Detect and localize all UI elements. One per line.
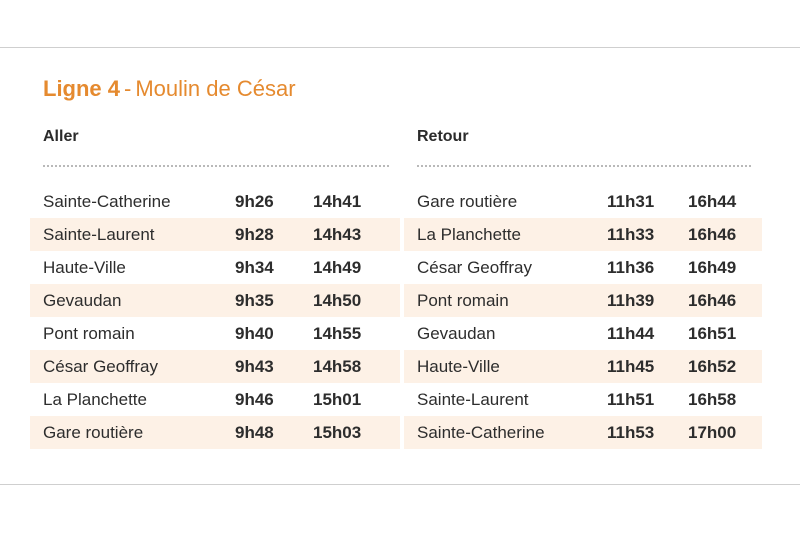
table-row — [30, 284, 400, 317]
departure-time-2: 14h49 — [313, 258, 362, 277]
stop-name: Haute-Ville — [417, 357, 500, 376]
stop-name: La Planchette — [43, 390, 147, 409]
table-row — [404, 383, 762, 416]
departure-time-2: 14h55 — [313, 324, 362, 343]
stop-name: Pont romain — [43, 324, 135, 343]
departure-time-1: 9h35 — [235, 291, 274, 310]
stop-name: Gevaudan — [417, 324, 496, 343]
departure-time-2: 15h03 — [313, 423, 362, 442]
retour-column — [404, 126, 762, 449]
departure-time-1: 9h40 — [235, 324, 274, 343]
aller-column — [30, 126, 400, 449]
departure-time-2: 14h41 — [313, 192, 362, 211]
stop-name: La Planchette — [417, 225, 521, 244]
retour-heading: Retour — [417, 128, 469, 145]
stop-name: César Geoffray — [43, 357, 158, 376]
table-row — [404, 317, 762, 350]
departure-time-2: 14h43 — [313, 225, 362, 244]
departure-time-1: 11h44 — [607, 324, 655, 343]
departure-time-2: 16h44 — [688, 192, 737, 211]
departure-time-1: 11h33 — [607, 225, 655, 244]
aller-rows — [30, 185, 400, 449]
departure-time-2: 16h52 — [688, 357, 737, 376]
stop-name: Gare routière — [417, 192, 518, 211]
table-row — [404, 416, 762, 449]
departure-time-1: 9h26 — [235, 192, 274, 211]
retour-divider — [417, 165, 751, 167]
stop-name: Haute-Ville — [43, 258, 126, 277]
departure-time-1: 11h36 — [607, 258, 655, 277]
departure-time-2: 14h58 — [313, 357, 362, 376]
table-row — [404, 350, 762, 383]
departure-time-2: 16h58 — [688, 390, 737, 409]
title-separator: - — [124, 76, 132, 101]
table-row — [404, 284, 762, 317]
departure-time-2: 16h51 — [688, 324, 737, 343]
departure-time-1: 9h34 — [235, 258, 274, 277]
departure-time-1: 11h39 — [607, 291, 655, 310]
stop-name: Sainte-Catherine — [43, 192, 171, 211]
table-row — [30, 350, 400, 383]
departure-time-1: 9h48 — [235, 423, 274, 442]
stop-name: Pont romain — [417, 291, 509, 310]
departure-time-1: 11h51 — [607, 390, 655, 409]
retour-rows — [404, 185, 762, 449]
departure-time-1: 9h43 — [235, 357, 274, 376]
departure-time-2: 17h00 — [688, 423, 737, 442]
aller-divider — [43, 165, 389, 167]
stop-name: César Geoffray — [417, 258, 532, 277]
departure-time-1: 11h31 — [607, 192, 655, 211]
table-row — [30, 383, 400, 416]
table-row — [404, 185, 762, 218]
departure-time-1: 9h28 — [235, 225, 274, 244]
departure-time-1: 11h45 — [607, 357, 655, 376]
stop-name: Gevaudan — [43, 291, 122, 310]
line-number: Ligne 4 — [43, 76, 121, 101]
departure-time-2: 16h46 — [688, 225, 737, 244]
aller-heading: Aller — [43, 128, 79, 145]
table-row — [404, 218, 762, 251]
stop-name: Sainte-Catherine — [417, 423, 545, 442]
departure-time-2: 14h50 — [313, 291, 362, 310]
departure-time-2: 16h49 — [688, 258, 737, 277]
stop-name: Sainte-Laurent — [417, 390, 529, 409]
departure-time-1: 11h53 — [607, 423, 655, 442]
departure-time-1: 9h46 — [235, 390, 274, 409]
stop-name: Gare routière — [43, 423, 144, 442]
departure-time-2: 15h01 — [313, 390, 362, 409]
page-title — [43, 76, 296, 102]
departure-time-2: 16h46 — [688, 291, 737, 310]
table-row — [404, 251, 762, 284]
table-row — [30, 416, 400, 449]
table-row — [30, 251, 400, 284]
stop-name: Sainte-Laurent — [43, 225, 155, 244]
table-row — [30, 317, 400, 350]
line-name: Moulin de César — [135, 76, 296, 101]
table-row — [30, 185, 400, 218]
table-row — [30, 218, 400, 251]
